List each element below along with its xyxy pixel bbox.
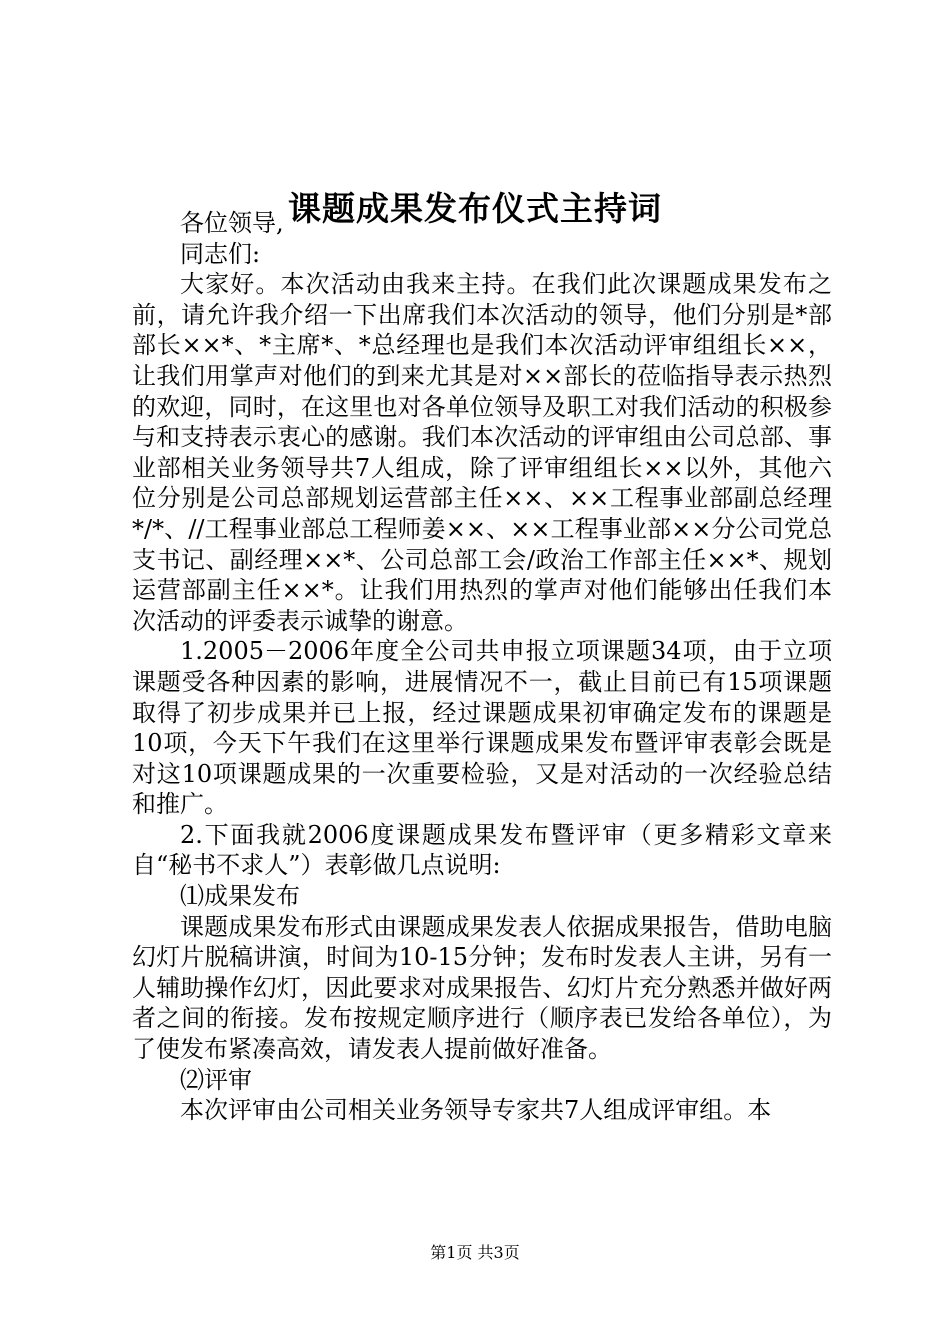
salutation-comrades: 同志们: [180,239,261,268]
paragraph-opening: 大家好。本次活动由我来主持。在我们此次课题成果发布之前，请允许我介绍一下出席我们本次活动的领导，他们分别是*部部长××*、*主席*、*总经理也是我们本次活动评审组组长××，让我们用掌声对他们的到来尤其是对××部长的莅临指导表示热烈的欢迎，同时，在这里也对各单位领导及职工对我们活动的积极参与和支持表示衷心的感谢。我们本次活动的评审组由公司总部、事业部相关业务领导共7人组成，除了评审组组长××以外，其他六位分别是公司总部规划运营部主任××、××工程事业部副总经理*/*、//工程事业部总工程师姜××、××工程事业部××分公司党总支书记、副经理××*、公司总部工会/政治工作部主任××*、规划运营部副主任××*。让我们用热烈的掌声对他们能够出任我们本次活动的评委表示诚挚的谢意。 [132,270,832,635]
paragraph-review: 本次评审由公司相关业务领导专家共7人组成评审组。本 [180,1096,772,1125]
salutation-leaders: 各位领导, [180,209,284,237]
subheading-review: ⑵评审 [180,1065,252,1094]
document-title: 课题成果发布仪式主持词 [288,189,662,228]
paragraph-item-1: 1.2005－2006年度全公司共申报立项课题34项，由于立项课题受各种因素的影响，进展情况不一，截止目前已有15项课题取得了初步成果并已上报，经过课题成果初审确定发布的课题是10项，今天下午我们在这里举行课题成果发布暨评审表彰会既是对这10项课题成果的一次重要检验，又是对活动的一次经验总结和推广。 [132,637,832,819]
document-body [132,208,832,1126]
subheading-release: ⑴成果发布 [180,882,300,911]
page-number: 第1页 共3页 [430,1243,520,1262]
paragraph-release: 课题成果发布形式由课题成果发表人依据成果报告，借助电脑幻灯片脱稿讲演，时间为10-15分钟；发布时发表人主讲，另有一人辅助操作幻灯，因此要求对成果报告、幻灯片充分熟悉并做好两者之间的衔接。发布按规定顺序进行（顺序表已发给各单位），为了使发布紧凑高效，请发表人提前做好准备。 [132,912,832,1064]
paragraph-item-2: 2.下面我就2006度课题成果发布暨评审（更多精彩文章来自“秘书不求人”）表彰做几点说明: [132,820,832,880]
